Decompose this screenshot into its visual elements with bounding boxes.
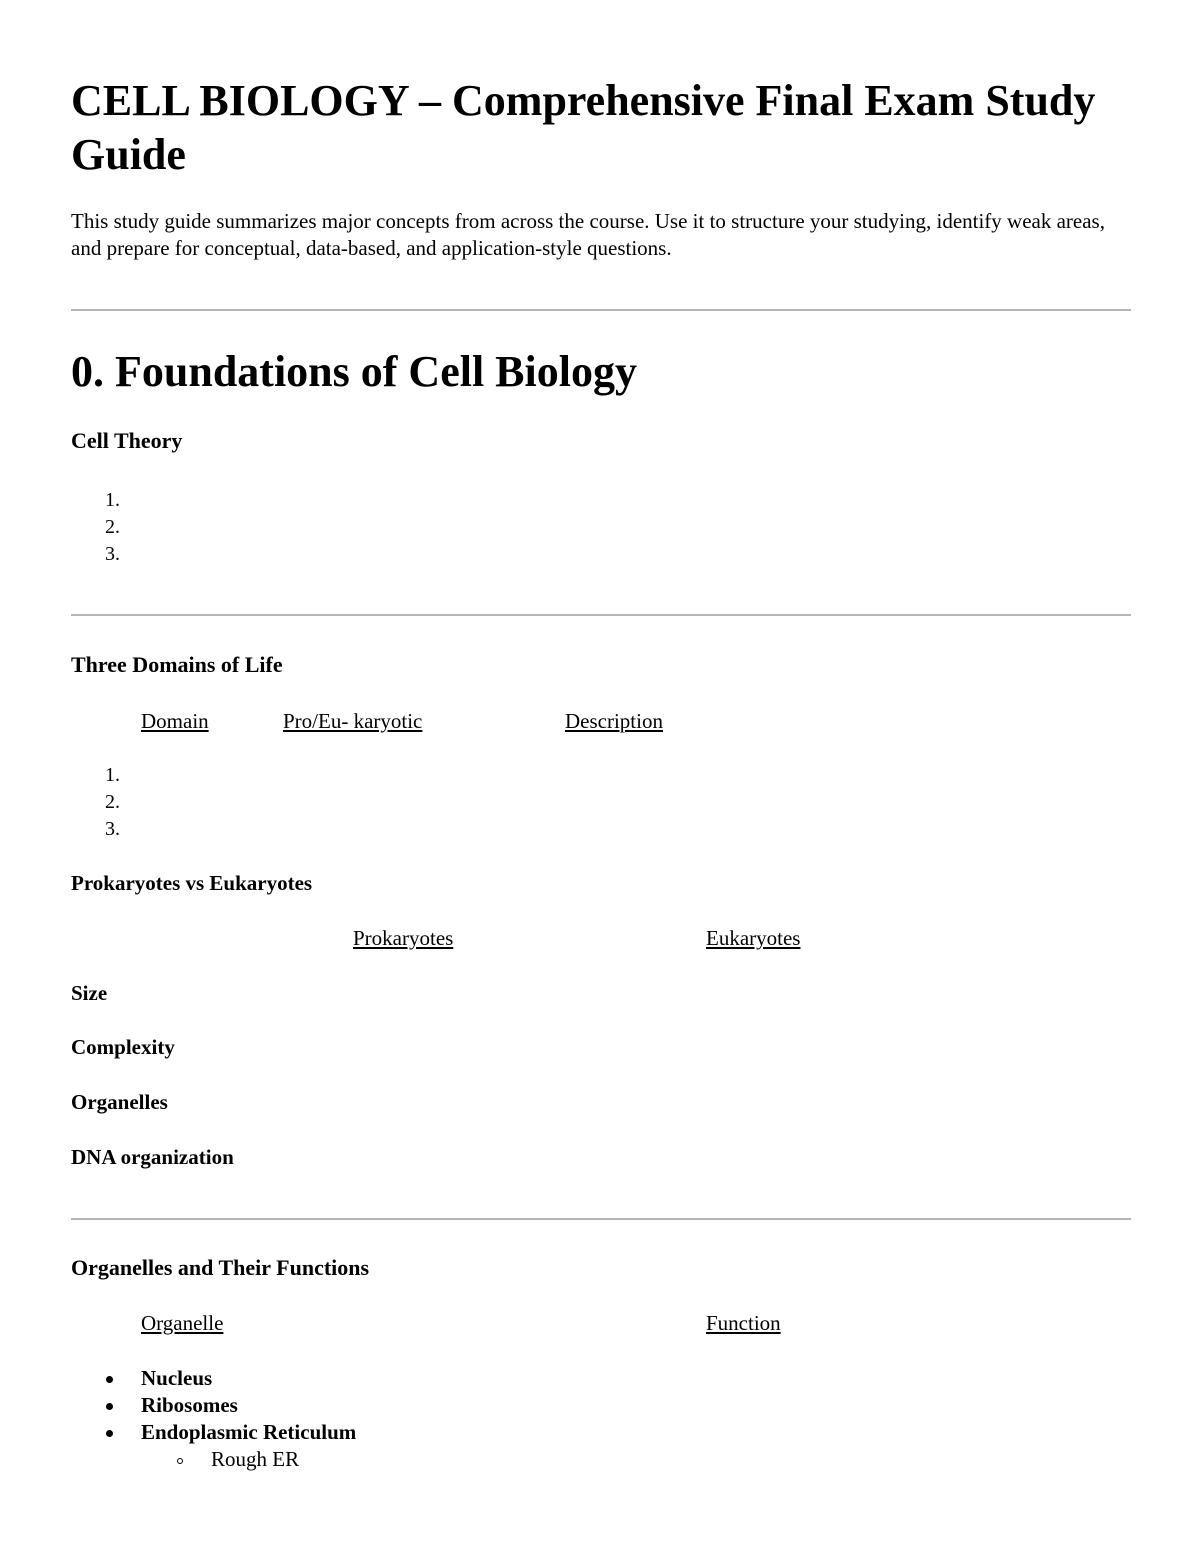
column-header-organelle: Organelle [141, 1311, 224, 1335]
column-header-karyotic: Pro/Eu- karyotic [283, 709, 423, 733]
domains-heading: Three Domains of Life [71, 652, 283, 677]
column-header-prokaryotes: Prokaryotes [353, 926, 454, 950]
cell-theory-heading: Cell Theory [71, 428, 183, 453]
divider [71, 1218, 1131, 1220]
bullet-icon [106, 1403, 113, 1410]
bullet-icon [106, 1430, 113, 1437]
cell-theory-list [71, 487, 371, 568]
column-header-function: Function [706, 1311, 781, 1335]
list-item: 2. [105, 516, 120, 538]
row-label-size: Size [71, 981, 108, 1005]
row-label-complexity: Complexity [71, 1035, 175, 1059]
divider [71, 309, 1131, 311]
domains-list [71, 762, 371, 843]
intro-paragraph: This study guide summarizes major concepts from across the course. Use it to structure your studying, identify weak areas, and prepare for conceptual, data-based, and application-style questions. [71, 209, 1105, 260]
column-header-description: Description [565, 709, 663, 733]
circle-bullet-icon [177, 1458, 183, 1464]
column-header-domain: Domain [141, 709, 209, 733]
document-title: CELL BIOLOGY – Comprehensive Final Exam Study Guide [71, 76, 1096, 179]
divider [71, 614, 1131, 616]
column-header-eukaryotes: Eukaryotes [706, 926, 801, 950]
list-item: 1. [105, 489, 120, 511]
row-label-dna-organization: DNA organization [71, 1145, 234, 1169]
list-item: 3. [105, 818, 120, 840]
list-item: 1. [105, 764, 120, 786]
list-item: 3. [105, 543, 120, 565]
bullet-icon [106, 1376, 113, 1383]
list-item-label: Nucleus [141, 1366, 213, 1390]
row-label-organelles: Organelles [71, 1090, 168, 1114]
list-item-label: Endoplasmic Reticulum [141, 1420, 357, 1444]
sub-list-item-label: Rough ER [211, 1447, 300, 1471]
pro-vs-eu-heading: Prokaryotes vs Eukaryotes [71, 871, 313, 895]
list-item: 2. [105, 791, 120, 813]
section-title: 0. Foundations of Cell Biology [71, 347, 637, 396]
list-item-label: Ribosomes [141, 1393, 238, 1417]
organelles-heading: Organelles and Their Functions [71, 1255, 370, 1280]
